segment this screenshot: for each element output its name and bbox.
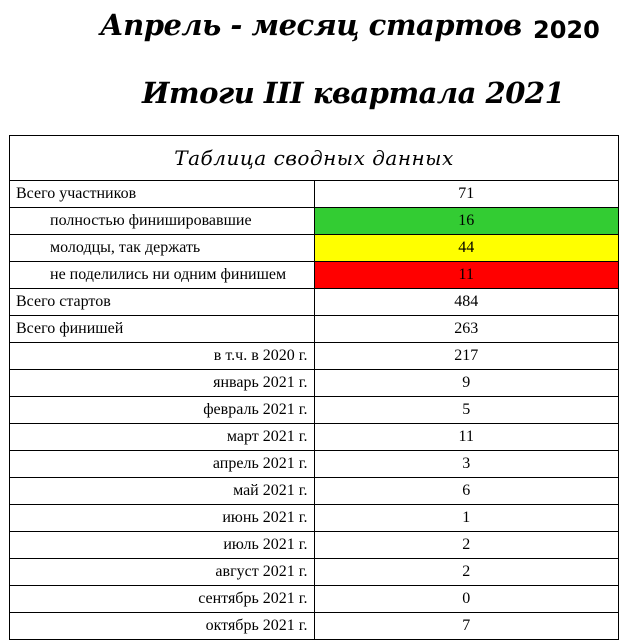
row-label-well-done: молодцы, так держать (10, 235, 315, 262)
row-value-feb-2021: 5 (314, 397, 619, 424)
row-value-total-finishes: 263 (314, 316, 619, 343)
row-label-aug-2021: август 2021 г. (10, 559, 315, 586)
row-label-jul-2021: июль 2021 г. (10, 532, 315, 559)
table-row (10, 505, 619, 532)
table-row (10, 397, 619, 424)
page-title: Апрель - месяц стартов (100, 8, 522, 42)
row-label-fully-finished: полностью финишировавшие (10, 208, 315, 235)
row-label-jun-2021: июнь 2021 г. (10, 505, 315, 532)
year-label: 2020 (533, 16, 600, 44)
table-row (10, 451, 619, 478)
page-subtitle: Итоги III квартала 2021 (142, 76, 565, 110)
table-row (10, 370, 619, 397)
table-row (10, 478, 619, 505)
row-label-may-2021: май 2021 г. (10, 478, 315, 505)
row-label-sep-2021: сентябрь 2021 г. (10, 586, 315, 613)
table-row (10, 343, 619, 370)
table-row (10, 262, 619, 289)
row-label-no-finish: не поделились ни одним финишем (10, 262, 315, 289)
table-row (10, 208, 619, 235)
table-row (10, 316, 619, 343)
row-label-2020: в т.ч. в 2020 г. (10, 343, 315, 370)
row-value-fully-finished: 16 (314, 208, 619, 235)
table-row (10, 532, 619, 559)
row-label-apr-2021: апрель 2021 г. (10, 451, 315, 478)
table-row (10, 289, 619, 316)
row-label-oct-2021: октябрь 2021 г. (10, 613, 315, 640)
table-row (10, 235, 619, 262)
row-label-total-starts: Всего стартов (10, 289, 315, 316)
row-value-mar-2021: 11 (314, 424, 619, 451)
row-value-jan-2021: 9 (314, 370, 619, 397)
row-value-jun-2021: 1 (314, 505, 619, 532)
table-row (10, 613, 619, 640)
row-value-total-starts: 484 (314, 289, 619, 316)
table-row (10, 586, 619, 613)
row-label-feb-2021: февраль 2021 г. (10, 397, 315, 424)
row-value-well-done: 44 (314, 235, 619, 262)
table-row (10, 424, 619, 451)
row-value-jul-2021: 2 (314, 532, 619, 559)
summary-table (9, 135, 619, 640)
row-label-jan-2021: январь 2021 г. (10, 370, 315, 397)
row-value-sep-2021: 0 (314, 586, 619, 613)
table-row (10, 559, 619, 586)
row-label-total-finishes: Всего финишей (10, 316, 315, 343)
row-value-total-participants: 71 (314, 181, 619, 208)
row-value-2020: 217 (314, 343, 619, 370)
row-value-may-2021: 6 (314, 478, 619, 505)
row-value-apr-2021: 3 (314, 451, 619, 478)
table-caption-row (10, 136, 619, 181)
table-caption: Таблица сводных данных (10, 136, 619, 181)
row-value-oct-2021: 7 (314, 613, 619, 640)
row-value-aug-2021: 2 (314, 559, 619, 586)
row-label-mar-2021: март 2021 г. (10, 424, 315, 451)
row-label-total-participants: Всего участников (10, 181, 315, 208)
row-value-no-finish: 11 (314, 262, 619, 289)
table-row (10, 181, 619, 208)
